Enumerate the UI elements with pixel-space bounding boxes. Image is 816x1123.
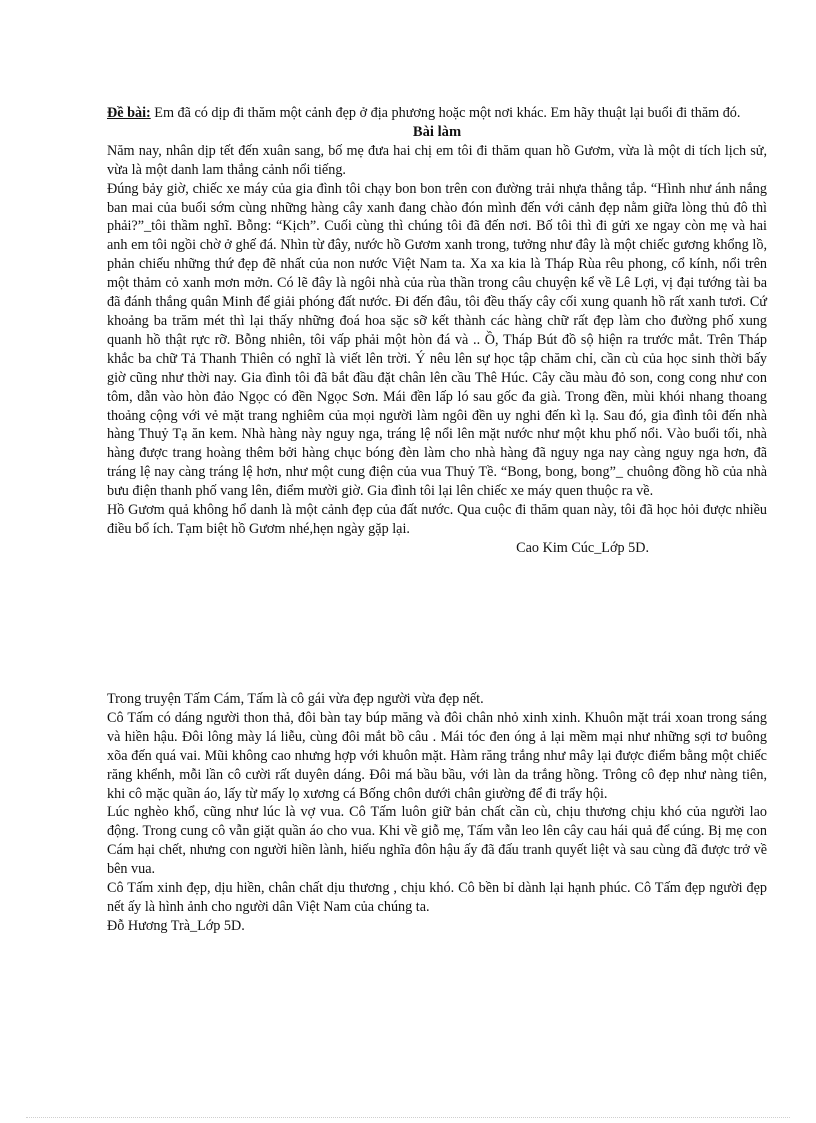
essay-1 [107,104,767,558]
essay-2-paragraph-4: Cô Tấm xinh đẹp, dịu hiền, chân chất dịu thương , chịu khó. Cô bền bỉ dành lại hạnh phúc. Cô Tấm đẹp người đẹp nết ấy là hình ảnh cho người dân Việt Nam của chúng ta. [107,880,767,915]
essay-heading: Bài làm [412,123,462,140]
page-bottom-divider [26,1117,790,1118]
essay-2-paragraph-2: Cô Tấm có dáng người thon thả, đôi bàn tay búp măng và đôi chân nhỏ xinh xinh. Khuôn mặt trái xoan trong sáng và hiền hậu. Đôi lông mày lá liễu, cùng đôi mắt bồ câu . Mái tóc đen óng ả lại mềm mại như những sợi tơ buông xõa đến quá vai. Mũi không cao nhưng hợp với khuôn mặt. Hàm răng trắng như mây lại được điểm bằng một chiếc răng khểnh, mỗi lần cô cười rất duyên dáng. Đôi má bầu bầu, với làn da trắng hồng. Trông cô đẹp như nàng tiên, khi cô mặc quần áo, lấy từ mấy lọ xương cá Bống chôn dưới chân giường để đi trẩy hội. [107,709,767,802]
task-label: Đề bài: [107,105,151,121]
task-statement [107,104,767,123]
task-text: Em đã có dịp đi thăm một cảnh đẹp ở địa phương hoặc một nơi khác. Em hãy thuật lại buổi đi thăm đó. [150,105,741,121]
essay-2-paragraph-3: Lúc nghèo khổ, cũng như lúc là vợ vua. Cô Tấm luôn giữ bản chất cần cù, chịu thương chịu khó của người lao động. Trong cung cô vẫn giặt quần áo cho vua. Khi về giỗ mẹ, Tấm vẫn leo lên cây cau hái quả để cúng. Bị mẹ con Cám hại chết, nhưng con người hiền lành, hiếu nghĩa đôn hậu ấy đã đấu tranh quyết liệt và sau cùng đã được trở về bên vua. [107,804,767,878]
essay-2-signature: Đỗ Hương Trà_Lớp 5D. [107,917,245,934]
essay-1-paragraph-3: Hồ Gươm quả không hổ danh là một cảnh đẹp của đất nước. Qua cuộc đi thăm quan này, tôi đã học hỏi được nhiều điều bổ ích. Tạm biệt hồ Gươm nhé,hẹn ngày gặp lại. [107,502,767,537]
essay-1-signature: Cao Kim Cúc_Lớp 5D. [516,539,649,556]
essay-2-paragraph-1: Trong truyện Tấm Cám, Tấm là cô gái vừa đẹp người vừa đẹp nết. [107,691,484,707]
essay-1-paragraph-2: Đúng bảy giờ, chiếc xe máy của gia đình tôi chạy bon bon trên con đường trải nhựa thẳng tắp. “Hình như ánh nắng ban mai của buổi sớm cùng những hàng cây xanh đang chào đón mình đến với cảnh đẹp nằm giữa lòng thủ đô thì phải?”_tôi thầm nghĩ. Bỗng: “Kịch”. Cuối cùng thì chúng tôi đã đến nơi. Bố tôi thì đi gửi xe ngay còn mẹ và hai anh em tôi ngồi chờ ở ghế đá. Nhìn từ đây, nước hồ Gươm xanh trong, tưởng như đây là một chiếc gương khổng lồ, phản chiếu những thứ đẹp đẽ nhất của non nước Việt Nam ta. Xa xa kia là Tháp Rùa rêu phong, cổ kính, nổi trên một thảm cỏ xanh mơn mởn. Có lẽ đây là ngôi nhà của rùa thần trong câu chuyện kể về Lê Lợi, vị đại tướng tài ba đã đánh thắng quân Minh để giải phóng đất nước. Đi đến đâu, tôi đều thấy cây cối xung quanh hồ rất xanh tươi. Cứ khoảng ba trăm mét thì lại thấy những đoá hoa sặc sỡ kết thành các hàng chữ rất đẹp làm cho đường phố xung quanh hồ thật rực rỡ. Bỗng nhiên, tôi vấp phải một hòn đá và .. Ồ, Tháp Bút đồ sộ hiện ra trước mắt. Trên Tháp khắc ba chữ Tả Thanh Thiên có nghĩ là viết lên trời. Ý nêu lên sự học tập chăm chỉ, cần cù của học sinh thời bấy giờ cũng như thời nay. Gia đình tôi đã bắt đầu đặt chân lên cầu Thê Húc. Cây cầu màu đỏ son, cong cong như con tôm, dẫn vào hòn đảo Ngọc có đền Ngọc Sơn. Mái đền lấp ló sau gốc đa già. Trong đền, mùi khói nhang thoang thoảng cộng với vẻ mặt trang nghiêm của mọi người làm ngôi đền uy nghi đến kì lạ. Sau đó, gia đình tôi đến nhà hàng Thuỷ Tạ ăn kem. Nhà hàng này nguy nga, tráng lệ nổi lên mặt nước như một khu phố nổi. Vào buổi tối, nhà hàng được trang hoàng thêm bởi hàng chục bóng đèn làm cho nhà hàng đã nguy nga nay càng nguy nga hơn, đã tráng lệ nay càng tráng lệ hơn, như một cung điện của vua Thuỷ Tề. “Bong, bong, bong”_ chuông đồng hồ của nhà bưu điện thanh phố vang lên, điểm mười giờ. Gia đình tôi lại lên chiếc xe máy quen thuộc ra về. [107,180,767,500]
essay-1-paragraph-1: Năm nay, nhân dịp tết đến xuân sang, bố mẹ đưa hai chị em tôi đi thăm quan hồ Gươm, vừa là một di tích lịch sử, vừa là một danh lam thắng cảnh nổi tiếng. [107,142,767,178]
essay-2 [107,690,767,936]
